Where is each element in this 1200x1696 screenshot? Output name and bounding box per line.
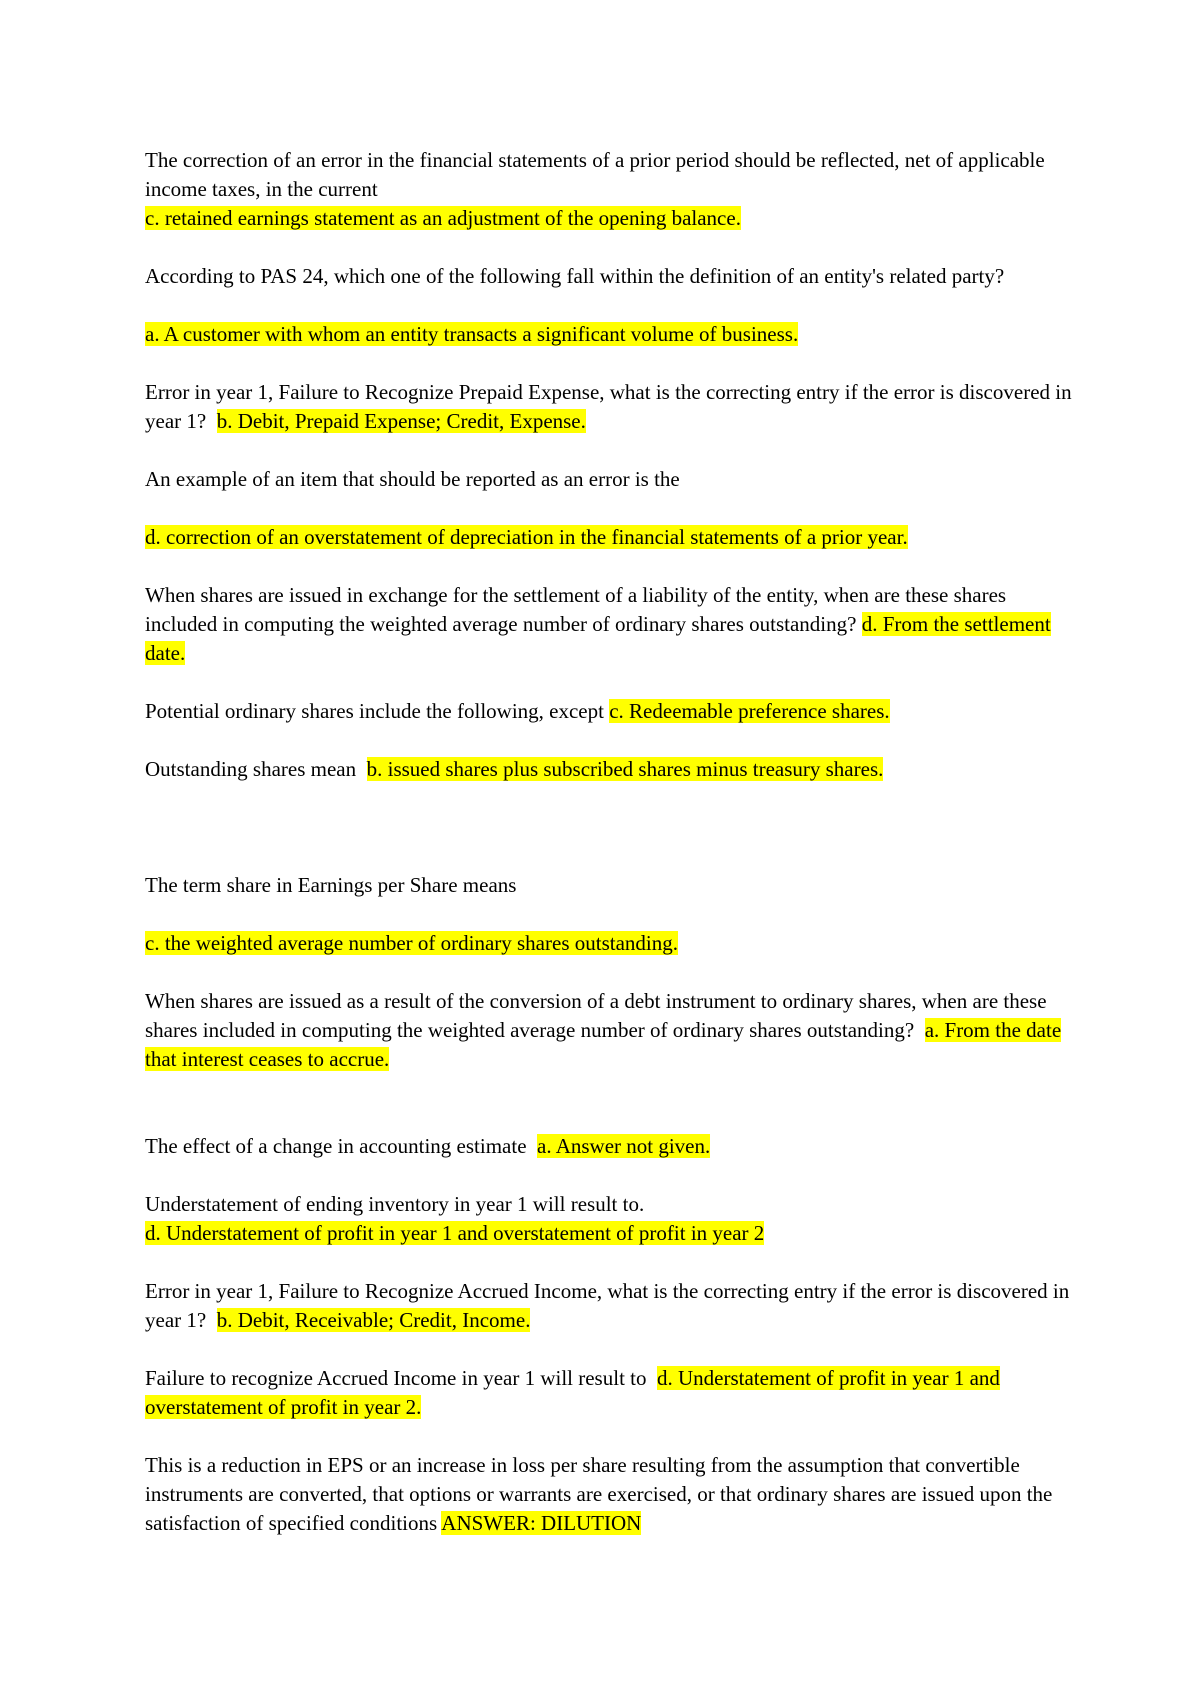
document-page xyxy=(145,146,1075,1567)
question-text: The correction of an error in the financial statements of a prior period should be reflected, net of applicable income taxes, in the current xyxy=(145,148,1045,201)
answer-highlight: a. Answer not given. xyxy=(537,1134,711,1158)
answer-highlight: c. Redeemable preference shares. xyxy=(609,699,890,723)
answer-highlight: b. Debit, Prepaid Expense; Credit, Expense. xyxy=(216,409,586,433)
qa-item xyxy=(145,581,1075,668)
question-text: Potential ordinary shares include the following, except xyxy=(145,699,604,723)
question-text: An example of an item that should be reported as an error is the xyxy=(145,467,680,491)
question-text: Failure to recognize Accrued Income in year 1 will result to xyxy=(145,1366,647,1390)
qa-item xyxy=(145,987,1075,1074)
answer-highlight: d. correction of an overstatement of depreciation in the financial statements of a prior year. xyxy=(145,525,908,549)
qa-item xyxy=(145,1451,1075,1538)
answer-highlight: d. Understatement of profit in year 1 and overstatement of profit in year 2 xyxy=(145,1221,765,1245)
question-text: According to PAS 24, which one of the following fall within the definition of an entity's related party? xyxy=(145,264,1005,288)
question-text: Outstanding shares mean xyxy=(145,757,357,781)
qa-item xyxy=(145,1190,1075,1248)
qa-item xyxy=(145,755,1075,784)
answer-highlight: d. From the settlement date. xyxy=(145,612,1051,665)
question-text: This is a reduction in EPS or an increase in loss per share resulting from the assumption that convertible instruments are converted, that options or warrants are exercised, or that ordinary shares are issued upon the satisfaction of specified conditions xyxy=(145,1453,1053,1535)
question-text: When shares are issued in exchange for the settlement of a liability of the entity, when are these shares included in computing the weighted average number of ordinary shares outstanding? xyxy=(145,583,1007,636)
question-text: Error in year 1, Failure to Recognize Prepaid Expense, what is the correcting entry if the error is discovered in year 1? xyxy=(145,380,1072,433)
answer-highlight: d. Understatement of profit in year 1 and overstatement of profit in year 2. xyxy=(145,1366,1000,1419)
question-text: The term share in Earnings per Share means xyxy=(145,873,517,897)
qa-item xyxy=(145,697,1075,726)
question-text: Error in year 1, Failure to Recognize Accrued Income, what is the correcting entry if the error is discovered in year 1? xyxy=(145,1279,1070,1332)
question-text: When shares are issued as a result of the conversion of a debt instrument to ordinary shares, when are these shares included in computing the weighted average number of ordinary shares outstanding? xyxy=(145,989,1047,1042)
answer-highlight: c. retained earnings statement as an adjustment of the opening balance. xyxy=(145,206,741,230)
answer-highlight: b. Debit, Receivable; Credit, Income. xyxy=(216,1308,531,1332)
qa-item xyxy=(145,871,1075,958)
answer-highlight: a. A customer with whom an entity transacts a significant volume of business. xyxy=(145,322,799,346)
qa-item xyxy=(145,146,1075,233)
answer-highlight: b. issued shares plus subscribed shares minus treasury shares. xyxy=(366,757,884,781)
qa-item xyxy=(145,1364,1075,1422)
qa-item xyxy=(145,262,1075,349)
question-text: The effect of a change in accounting estimate xyxy=(145,1134,527,1158)
qa-item xyxy=(145,465,1075,552)
answer-highlight: a. From the date that interest ceases to accrue. xyxy=(145,1018,1062,1071)
qa-item xyxy=(145,1132,1075,1161)
qa-item xyxy=(145,1277,1075,1335)
answer-highlight: c. the weighted average number of ordinary shares outstanding. xyxy=(145,931,678,955)
answer-highlight: ANSWER: DILUTION xyxy=(441,1511,642,1535)
question-text: Understatement of ending inventory in year 1 will result to. xyxy=(145,1192,645,1216)
qa-item xyxy=(145,378,1075,436)
